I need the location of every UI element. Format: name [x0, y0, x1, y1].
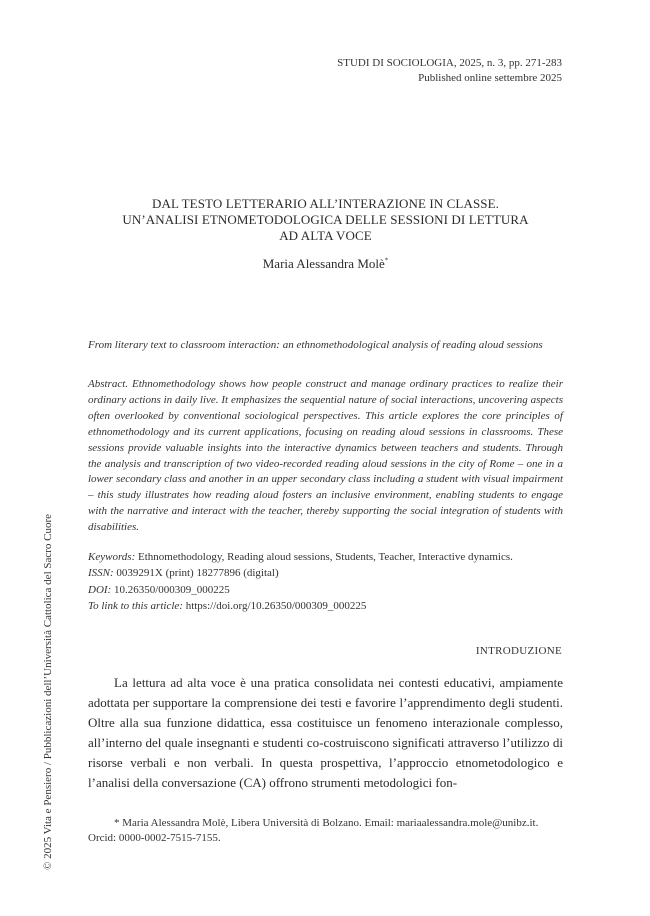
journal-header — [337, 56, 562, 86]
article-metadata — [88, 549, 568, 614]
abstract: Abstract. Ethnomethodology shows how people construct and manage ordinary practices to realize their ordinary actions in daily live. It emphasizes the sequential nature of social interactions, uncovering aspects often overlooked by conventional sociological perspectives. This article explores the core principles of ethnomethodology and its current applications, focusing on reading aloud sessions in classrooms. These sessions provide valuable insights into the interactive dynamics between teachers and students. Through the analysis and transcription of two video-recorded reading aloud sessions in the city of Rome – one in a lower secondary class and another in an upper secondary class including a student with visual impairment – this study illustrates how reading aloud fosters an inclusive environment, enabling students to engage with the narrative and interact with the teacher, thereby supporting the social integration of students with disabilities. — [88, 378, 563, 534]
doi-row — [88, 582, 568, 598]
author-name-text: Maria Alessandra Molè — [262, 256, 385, 271]
footnote-line-1: * Maria Alessandra Molè, Libera Università di Bolzano. Email: mariaalessandra.mole@unibz.it. — [114, 817, 539, 829]
doi-value: 10.26350/000309_000225 — [113, 583, 230, 596]
publication-date: Published online settembre 2025 — [418, 72, 562, 84]
journal-citation: STUDI DI SOCIOLOGIA, 2025, n. 3, pp. 271-283 — [337, 57, 562, 69]
article-title-line-2: UN’ANALISI ETNOMETODOLOGICA DELLE SESSIONI DI LETTURA — [122, 212, 529, 227]
issn-label: ISSN: — [88, 567, 114, 580]
article-title-line-1: DAL TESTO LETTERARIO ALL’INTERAZIONE IN CLASSE. — [151, 196, 499, 211]
section-heading: INTRODUZIONE — [475, 645, 562, 657]
author-name — [88, 256, 563, 272]
link-label: To link to this article: — [88, 599, 183, 612]
title-block — [88, 196, 563, 272]
link-row — [88, 598, 568, 614]
keywords-label: Keywords: — [88, 551, 136, 563]
keywords-row — [88, 549, 568, 565]
footnote-line-2: Orcid: 0000-0002-7515-7155. — [88, 832, 221, 844]
english-title: From literary text to classroom interaction: an ethnomethodological analysis of reading aloud sessions — [88, 339, 543, 351]
footnote — [88, 816, 568, 846]
side-copyright: © 2025 Vita e Pensiero / Pubblicazioni dell’Università Cattolica del Sacro Cuore — [42, 513, 54, 870]
issn-row — [88, 565, 568, 581]
body-paragraph: La lettura ad alta voce è una pratica consolidata nei contesti educativi, ampiamente adottata per supportare la comprensione dei testi e favorire l’apprendimento degli studenti. Oltre alla sua funzione didattica, essa costituisce un fenomeno interazionale complesso, all’interno del quale insegnanti e studenti co-costruiscono significati attraverso l’utilizzo di risorse verbali e non verbali. In questa prospettiva, l’approccio etnometodologico e l’analisi della conversazione (CA) offrono strumenti metodologici fon- — [88, 675, 563, 790]
article-title-line-3: AD ALTA VOCE — [279, 228, 372, 243]
doi-label: DOI: — [88, 583, 112, 596]
keywords-value: Ethnomethodology, Reading aloud sessions, Students, Teacher, Interactive dynamics. — [138, 551, 513, 563]
author-footnote-mark: * — [384, 256, 389, 265]
issn-value: 0039291X (print) 18277896 (digital) — [116, 567, 279, 580]
article-link[interactable]: https://doi.org/10.26350/000309_000225 — [185, 599, 367, 612]
